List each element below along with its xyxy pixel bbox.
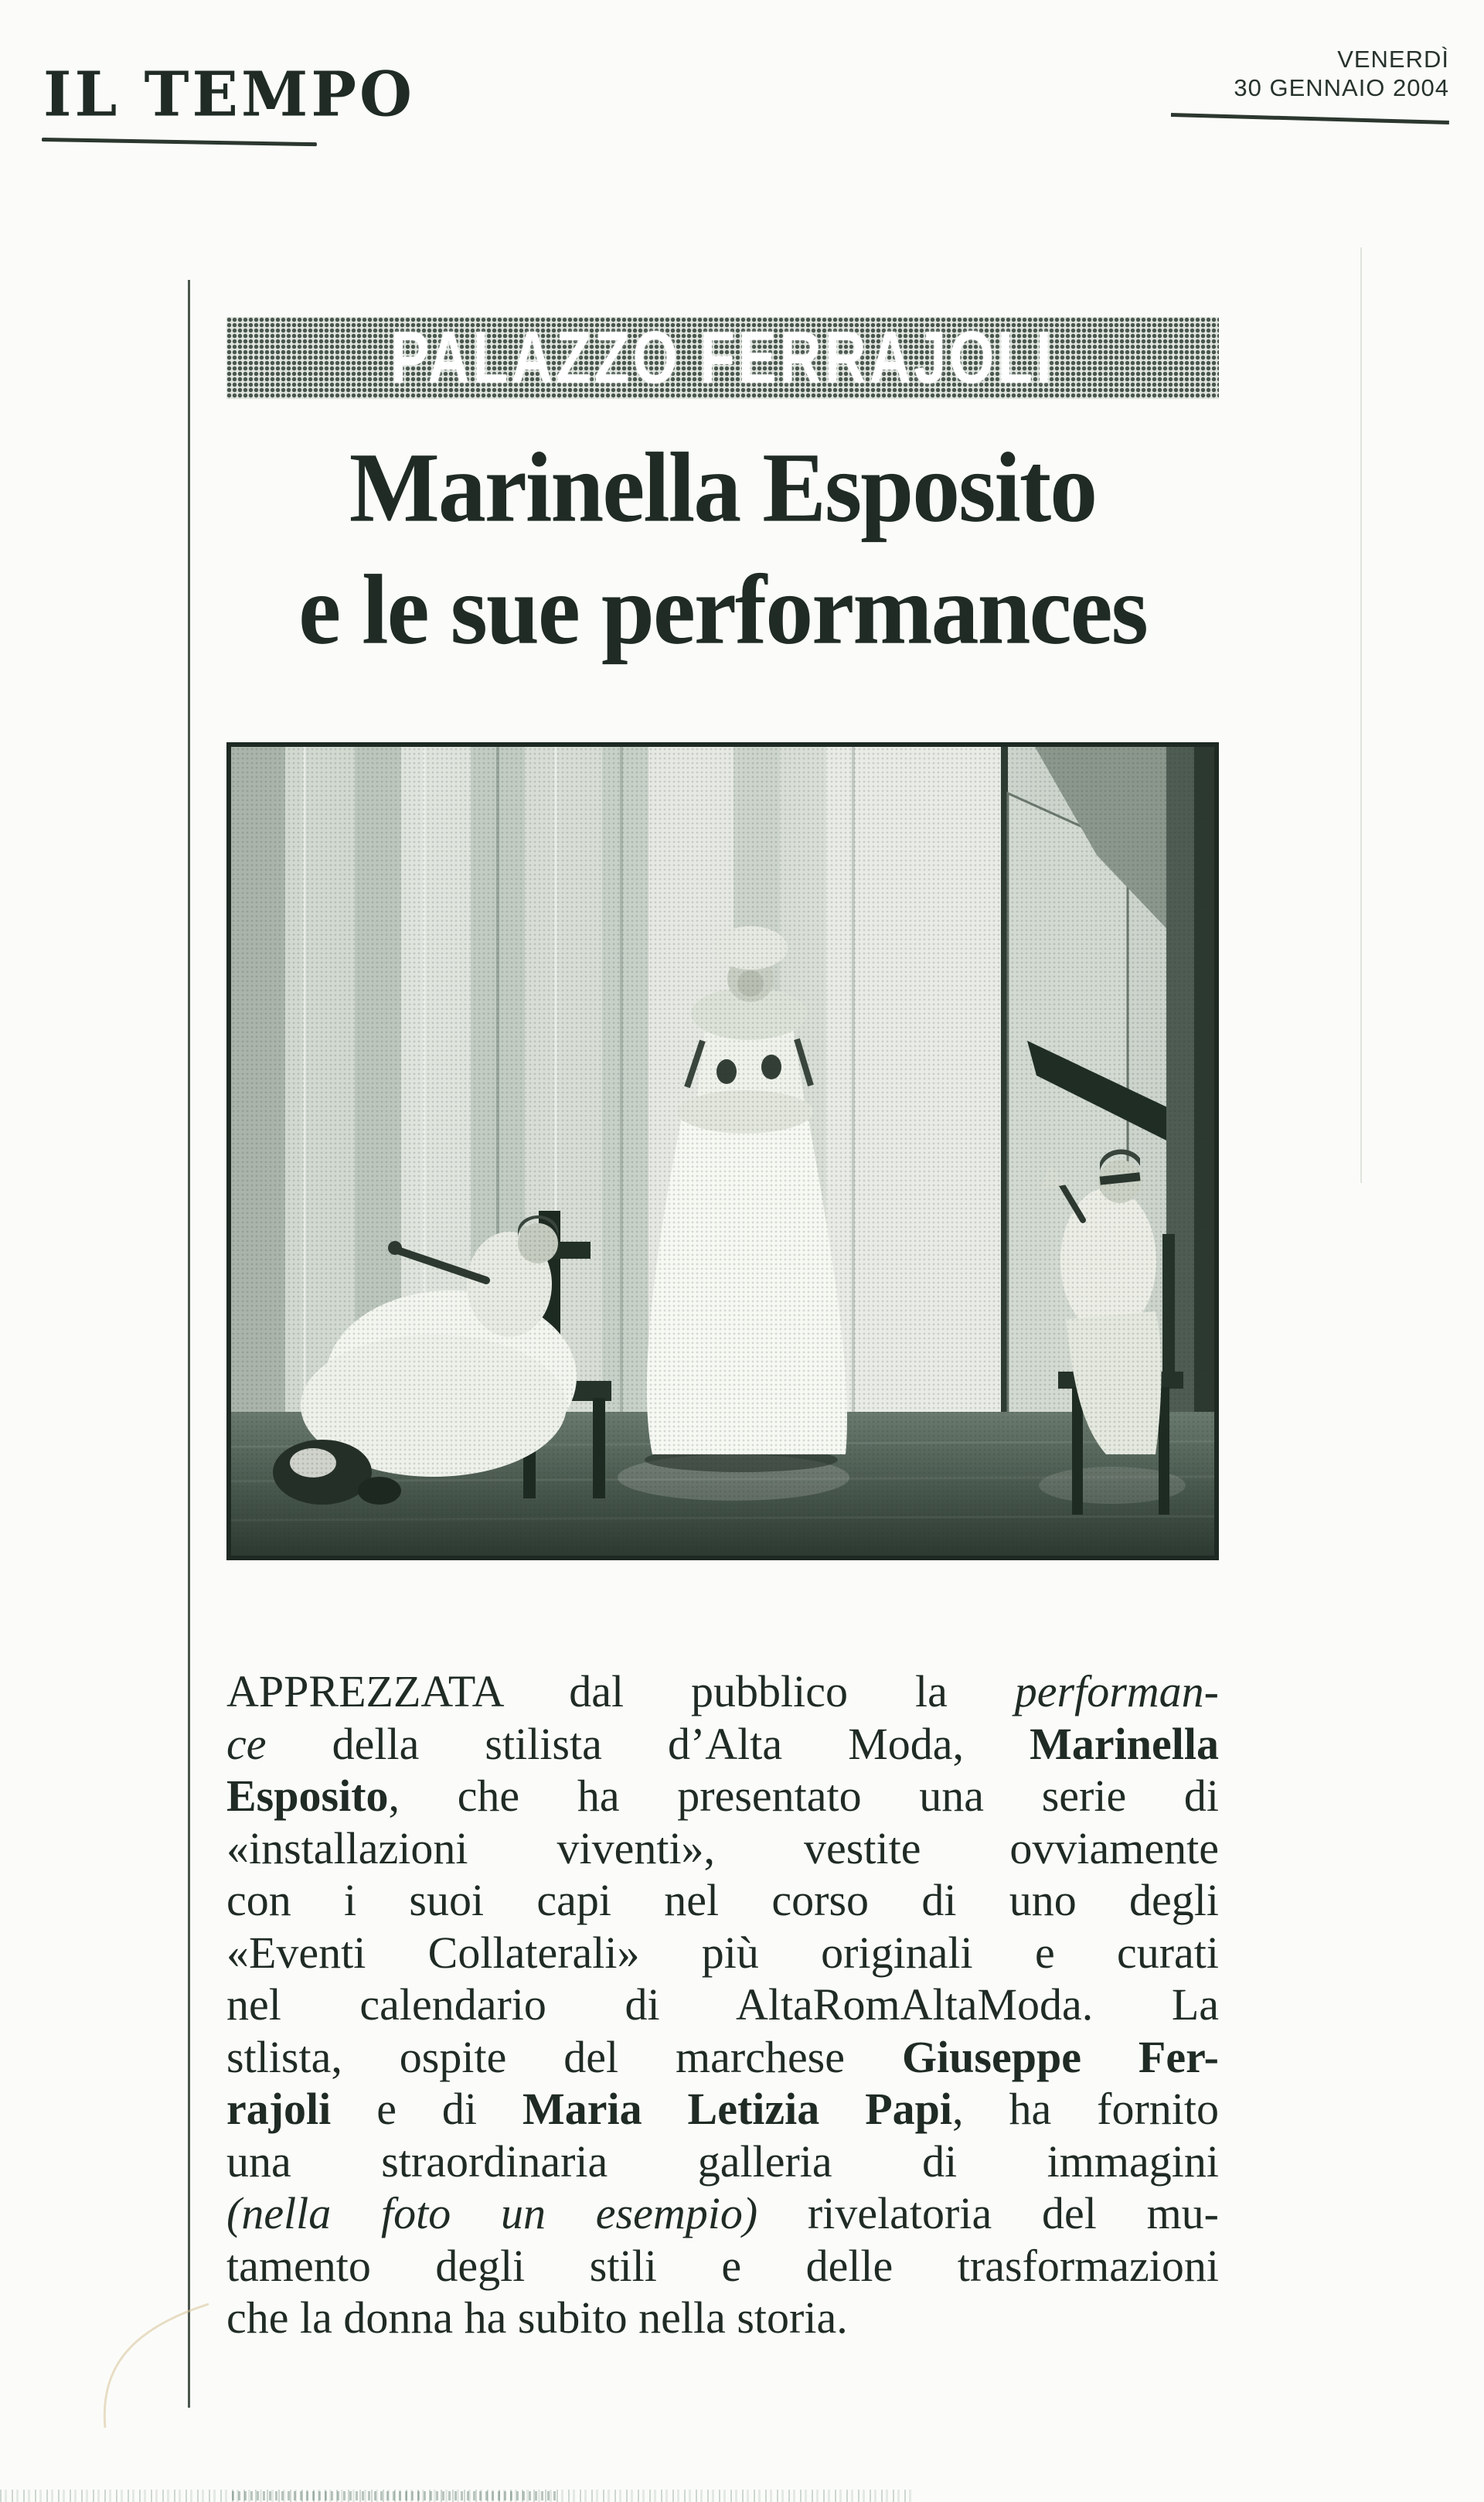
scan-artifact-curve (31, 2300, 216, 2432)
body-segment: (nella foto un esempio) (226, 2188, 758, 2238)
photo-scene (231, 747, 1214, 1556)
scan-edge-noise-dark (232, 2491, 556, 2500)
body-line (226, 1822, 1219, 1875)
headline (226, 427, 1219, 671)
article-photo (226, 742, 1219, 1560)
body-segment: «Eventi Collaterali» più originali e curati (226, 1927, 1219, 1978)
body-line (226, 2136, 1219, 2188)
body-segment: una straordinaria galleria di immagini (226, 2136, 1219, 2187)
headline-line-1: Marinella Esposito (349, 432, 1097, 543)
date-underline (1171, 113, 1449, 124)
body-line (226, 2187, 1219, 2240)
body-segment: della stilista d’Alta Moda, (266, 1718, 1030, 1769)
body-line (226, 2083, 1219, 2136)
date-block (1171, 45, 1449, 117)
kicker-label: PALAZZO FERRAJOLI (390, 317, 1055, 399)
body-segment: stlista, ospite del marchese (226, 2031, 902, 2082)
body-segment: nel calendario di AltaRomAltaModa. La (226, 1979, 1219, 2030)
date-full: 30 GENNAIO 2004 (1234, 74, 1449, 101)
masthead-underline (42, 138, 317, 146)
body-line (226, 1979, 1219, 2031)
body-segment: rajoli (226, 2084, 332, 2134)
body-line (226, 1718, 1219, 1771)
body-line (226, 1770, 1219, 1822)
article-body (226, 1665, 1219, 2344)
body-line (226, 2031, 1219, 2084)
body-segment: Marinella (1030, 1718, 1219, 1769)
body-segment: con i suoi capi nel corso di uno degli (226, 1875, 1219, 1925)
body-segment: Maria Letizia Papi (522, 2084, 953, 2134)
body-segment: performan- (1014, 1666, 1219, 1716)
body-line (226, 1665, 1219, 1718)
body-segment: Esposito (226, 1771, 389, 1821)
article (226, 317, 1219, 2344)
body-segment: e di (331, 2084, 522, 2134)
body-line (226, 1874, 1219, 1927)
body-segment: , che ha presentato una serie di (388, 1771, 1219, 1821)
body-line (226, 2240, 1219, 2292)
body-segment: «installazioni viventi», vestite ovviamente (226, 1822, 1219, 1873)
kicker-banner (226, 317, 1219, 399)
body-segment: rivelatoria del mu- (757, 2188, 1219, 2238)
body-segment: ce (226, 1718, 267, 1769)
date-weekday: VENERDÌ (1337, 46, 1449, 73)
scan-fold-line (1360, 247, 1362, 1183)
column-divider-rule (188, 280, 190, 2408)
masthead-title: IL TEMPO (43, 59, 415, 131)
body-line (226, 2292, 1219, 2344)
headline-line-2: e le sue performances (298, 554, 1147, 665)
halftone-overlay (231, 747, 1214, 1556)
body-segment: , ha fornito (952, 2084, 1220, 2134)
body-segment: Giuseppe Fer- (901, 2031, 1219, 2082)
body-segment: tamento degli stili e delle trasformazioni (226, 2240, 1219, 2291)
body-segment: APPREZZATA dal pubblico la (226, 1666, 1015, 1716)
body-line (226, 1927, 1219, 1979)
body-segment: che la donna ha subito nella storia. (226, 2292, 848, 2343)
